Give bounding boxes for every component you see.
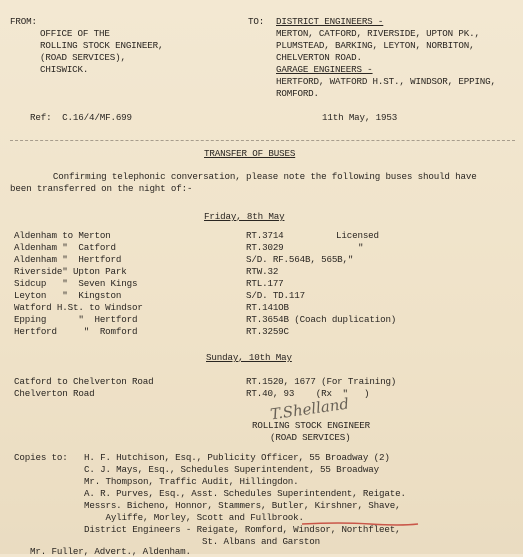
from-line: (ROAD SERVICES), (40, 52, 126, 63)
copies-line: H. F. Hutchison, Esq., Publicity Officer, 55 Broadway (2) (84, 452, 390, 463)
to-line: HERTFORD, WATFORD H.ST., WINDSOR, EPPING, (276, 76, 496, 87)
bus-cell: RTL.177 (246, 278, 284, 289)
bus-cell: RT.1520, 1677 (For Training) (246, 376, 397, 387)
handwritten-signature: T.Shelland (269, 394, 351, 424)
copies-line: C. J. Mays, Esq., Schedules Superintendent, 55 Broadway (84, 464, 379, 475)
bus-cell: RTW.32 (246, 266, 279, 277)
red-pen-underline (300, 522, 420, 526)
copies-label: Copies to: (14, 452, 68, 463)
to-label: TO: (248, 16, 265, 27)
copies-line: Mr. Fuller, Advert., Aldenham. (30, 546, 191, 557)
route-cell: Leyton " Kingston (14, 290, 122, 301)
copies-line: Mr. Thompson, Traffic Audit, Hillingdon. (84, 476, 299, 487)
note-cell: " (358, 242, 364, 253)
to-line: CHELVERTON ROAD. (276, 52, 362, 63)
from-line: OFFICE OF THE (40, 28, 110, 39)
route-cell: Riverside" Upton Park (14, 266, 127, 277)
divider (10, 140, 515, 141)
route-cell: Sidcup " Seven Kings (14, 278, 138, 289)
copies-line: Messrs. Bicheno, Honnor, Stammers, Butler, Kirshner, Shave, (84, 500, 401, 511)
note-cell: Licensed (336, 230, 379, 241)
subject-heading: TRANSFER OF BUSES (204, 148, 296, 159)
reference-number: Ref: C.16/4/MF.699 (30, 112, 132, 123)
route-cell: Watford H.St. to Windsor (14, 302, 143, 313)
route-cell: Epping " Hertford (14, 314, 138, 325)
signature-title: ROLLING STOCK ENGINEER (252, 420, 370, 431)
route-cell: Catford to Chelverton Road (14, 376, 154, 387)
to-line: MERTON, CATFORD, RIVERSIDE, UPTON PK., (276, 28, 480, 39)
section-heading: Sunday, 10th May (206, 352, 292, 363)
route-cell: Aldenham " Hertford (14, 254, 122, 265)
copies-line: District Engineers - Reigate, Romford, Windsor, Northfleet, (84, 524, 401, 535)
bus-cell: RT.141OB (246, 302, 289, 313)
copies-line: A. R. Purves, Esq., Asst. Schedules Superintendent, Reigate. (84, 488, 406, 499)
bus-cell: RT.3029 (246, 242, 284, 253)
bus-cell: RT.3654B (Coach duplication) (246, 314, 397, 325)
route-cell: Hertford " Romford (14, 326, 138, 337)
bus-cell: S/D. TD.117 (246, 290, 305, 301)
bus-cell: RT.40, 93 (Rx " ) (246, 388, 370, 399)
copies-line: St. Albans and Garston (84, 536, 320, 547)
bus-cell: RT.3259C (246, 326, 289, 337)
to-line: ROMFORD. (276, 88, 319, 99)
from-line: CHISWICK. (40, 64, 89, 75)
route-cell: Chelverton Road (14, 388, 95, 399)
signature-title: (ROAD SERVICES) (270, 432, 351, 443)
to-line: DISTRICT ENGINEERS - (276, 16, 384, 27)
memo-date: 11th May, 1953 (322, 112, 398, 123)
from-label: FROM: (10, 16, 37, 27)
intro-text: been transferred on the night of:- (10, 183, 193, 194)
bus-cell: RT.3714 (246, 230, 284, 241)
bus-cell: S/D. RF.564B, 565B," (246, 254, 354, 265)
to-line: GARAGE ENGINEERS - (276, 64, 373, 75)
to-line: PLUMSTEAD, BARKING, LEYTON, NORBITON, (276, 40, 475, 51)
copies-line: Ayliffe, Morley, Scott and Fullbrook. (84, 512, 304, 523)
intro-text: Confirming telephonic conversation, please note the following buses should have (10, 171, 477, 182)
section-heading: Friday, 8th May (204, 211, 285, 222)
from-line: ROLLING STOCK ENGINEER, (40, 40, 164, 51)
route-cell: Aldenham " Catford (14, 242, 116, 253)
route-cell: Aldenham to Merton (14, 230, 111, 241)
